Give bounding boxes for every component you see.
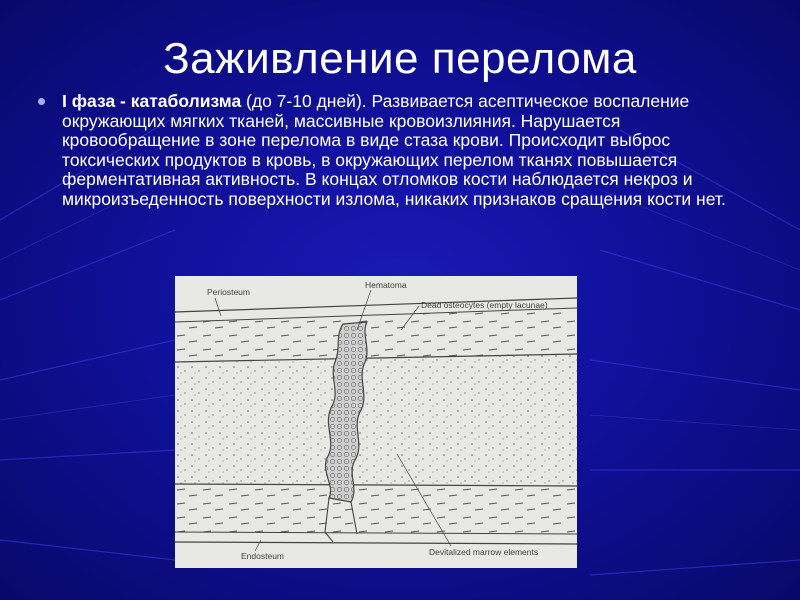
label-endosteum: Endosteum (241, 551, 284, 561)
marrow-cavity (175, 354, 577, 486)
fracture-illustration (175, 276, 577, 568)
label-hematoma: Hematoma (365, 280, 407, 290)
slide-title: Заживление перелома (163, 34, 637, 83)
label-dead-osteocytes: Dead osteocytes (empty lacunae) (421, 300, 548, 310)
bullet-item (38, 92, 763, 210)
bullet-paragraph (62, 92, 763, 210)
label-devitalized-marrow: Devitalized marrow elements (429, 547, 539, 557)
phase-description: (до 7-10 дней). Развивается асептическое воспаление окружающих мягких тканей, массивные кровоизлияния. Нарушается кровообращение в зоне перелома в виде стаза крови. Происходит выброс токсических продуктов в кровь, в окружающих перелом тканях повышается ферментативная активность. В концах отломков кости наблюдается некроз и микроизъеденность поверхности излома, никаких признаков сращения кости нет. (62, 91, 726, 209)
label-periosteum: Periosteum (207, 287, 250, 297)
bullet-marker (38, 98, 45, 105)
fracture-diagram (175, 276, 577, 568)
phase-heading: I фаза - катаболизма (62, 91, 242, 111)
